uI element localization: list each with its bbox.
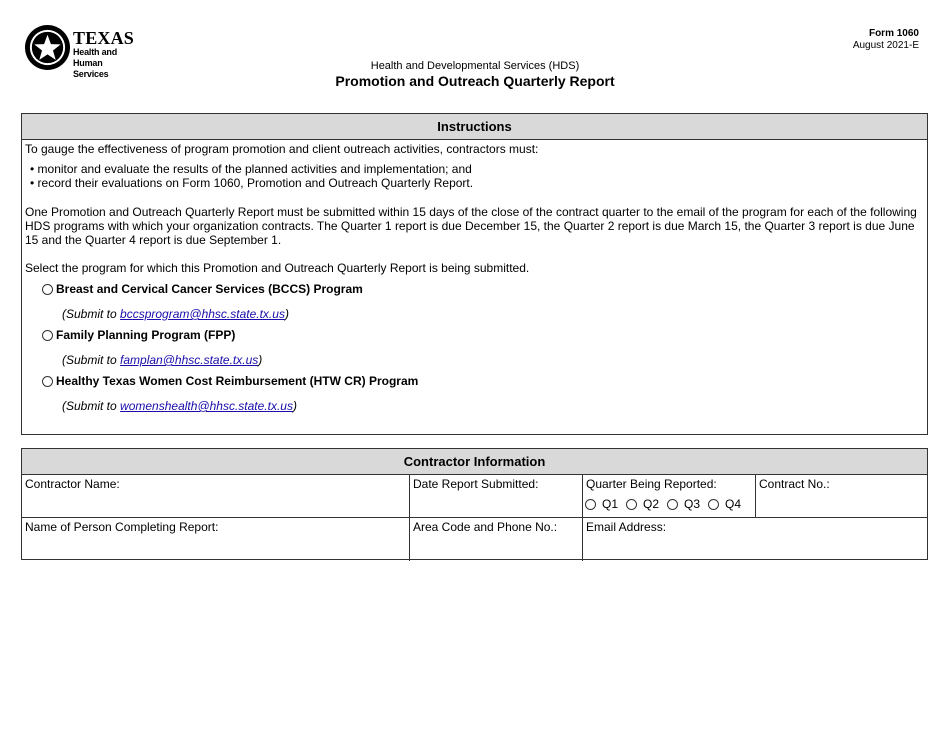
phone-field[interactable] [410,518,582,561]
instructions-intro: To gauge the effectiveness of program promotion and client outreach activities, contractors must: [25,142,539,156]
instructions-paragraph: One Promotion and Outreach Quarterly Report must be submitted within 15 days of the close of the contract quarter to the email of the program for each of the following HDS programs with which your organization contracts. The Quarter 1 report is due December 15, the Quarter 2 report is due March 15, the Quarter 3 report is due June 15 and the Quarter 4 report is due September 1. [25,205,917,247]
submit-prefix: (Submit to [62,353,121,367]
quarter-label: Q1 [602,497,619,511]
program-label: Healthy Texas Women Cost Reimbursement (HTW CR) Program [56,374,419,388]
form-revision: August 2021-E [852,40,919,51]
email-link-bccs[interactable]: bccsprogram@hhsc.state.tx.us [120,307,285,321]
radio-htw[interactable] [42,376,53,387]
select-prompt: Select the program for which this Promotion and Outreach Quarterly Report is being submitted. [25,261,530,275]
contractor-grid [22,475,927,561]
logo-line1: Health and Human [73,47,118,68]
page-subtitle: Health and Developmental Services (HDS) [370,60,580,72]
quarter-options [585,497,749,511]
page-title: Promotion and Outreach Quarterly Report [335,73,615,89]
quarter-label: Q4 [725,497,742,511]
submit-to-htw [62,399,927,413]
instructions-bullets [30,162,927,190]
person-name-field[interactable] [22,518,409,561]
email-field[interactable] [583,518,928,561]
instructions-heading: Instructions [22,114,927,140]
date-submitted-field[interactable] [410,475,582,517]
program-option-bccs[interactable] [42,282,927,296]
radio-q3[interactable] [667,499,678,510]
submit-suffix: ) [284,307,289,321]
program-option-htw[interactable] [42,374,927,388]
email-link-htw[interactable]: womenshealth@hhsc.state.tx.us [120,399,293,413]
bullet-item: • monitor and evaluate the results of the planned activities and implementation; and [30,162,472,176]
submit-prefix: (Submit to [62,307,121,321]
program-option-fpp[interactable] [42,328,927,342]
radio-q2[interactable] [626,499,637,510]
field-label: Email Address: [586,520,667,534]
contractor-heading: Contractor Information [22,449,927,475]
radio-fpp[interactable] [42,330,53,341]
program-label: Family Planning Program (FPP) [56,328,236,342]
form-number-block [853,28,919,52]
submit-to-bccs [62,307,927,321]
field-label: Area Code and Phone No.: [413,520,558,534]
field-label: Date Report Submitted: [413,477,539,491]
field-label: Contractor Name: [25,477,120,491]
instructions-section [21,113,928,435]
field-label: Contract No.: [759,477,830,491]
field-label: Name of Person Completing Report: [25,520,219,534]
logo-texas-text: TEXAS [73,28,135,48]
form-number: Form 1060 [868,28,919,39]
program-label: Breast and Cervical Cancer Services (BCCS) Program [56,282,363,296]
radio-q1[interactable] [585,499,596,510]
logo-line2: Services [73,69,109,79]
bullet-item: • record their evaluations on Form 1060, Promotion and Outreach Quarterly Report. [30,176,474,190]
submit-prefix: (Submit to [62,399,121,413]
radio-bccs[interactable] [42,284,53,295]
field-label: Quarter Being Reported: [586,477,717,491]
quarter-label: Q2 [643,497,660,511]
email-link-fpp[interactable]: famplan@hhsc.state.tx.us [120,353,259,367]
contractor-section [21,448,928,560]
submit-suffix: ) [292,399,297,413]
submit-suffix: ) [258,353,263,367]
radio-q4[interactable] [708,499,719,510]
contractor-name-field[interactable] [22,475,409,517]
contract-no-field[interactable] [756,475,928,517]
quarter-label: Q3 [684,497,701,511]
submit-to-fpp [62,353,927,367]
